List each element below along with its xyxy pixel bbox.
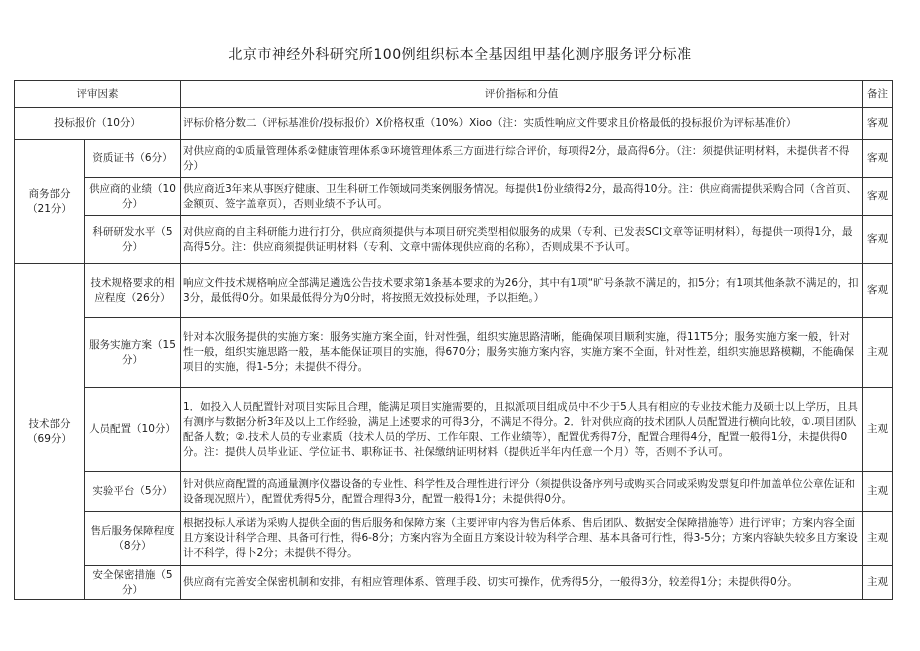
row-label: 售后服务保障程度（8分）: [85, 512, 181, 566]
row-note: 主观: [863, 388, 893, 472]
row-text: 对供应商的①质量管理体系②健康管理体系③环境管理体系三方面进行综合评价，每项得2分，最高得6分。（注：须提供证明材料，未提供者不得分）: [181, 140, 863, 178]
row-label: 技术规格要求的相应程度（26分）: [85, 264, 181, 318]
table-row: [15, 472, 893, 512]
row-text: 针对供应商配置的高通量测序仪器设备的专业性、科学性及合理性进行评分（须提供设备序列号或购买合同或采购发票复印件加盖单位公章佐证和设备现况照片），配置优秀得5分，配置合理得3分，配置一般得1分；未提供得0分。: [181, 472, 863, 512]
row-note: 主观: [863, 566, 893, 600]
header-row: [15, 81, 893, 108]
row-note: 主观: [863, 512, 893, 566]
row-label: 实验平台（5分）: [85, 472, 181, 512]
row-label: 资质证书（6分）: [85, 140, 181, 178]
row-text: 供应商近3年来从事医疗健康、卫生科研工作领域同类案例服务情况。每提供1份业绩得2分，最高得10分。注：供应商需提供采购合同（含首页、金额页、签字盖章页），否则业绩不予认可。: [181, 178, 863, 216]
table-row: [15, 140, 893, 178]
scoring-table: [14, 80, 893, 600]
price-label: 投标报价（10分）: [15, 108, 181, 140]
row-label: 科研研发水平（5分）: [85, 216, 181, 264]
header-criteria: 评价指标和分值: [181, 81, 863, 108]
table-row: [15, 512, 893, 566]
row-text: 根据投标人承诺为采购人提供全面的售后服务和保障方案（主要评审内容为售后体系、售后团队、数据安全保障措施等）进行评审；方案内容全面且方案设计科学合理、具备可行性，得6-8分；方案内容为全面且方案设计较为科学合理、基本具备可行性，得3-5分；方案内容缺失较多且方案设计不科学，得卜2分；未提供不得分。: [181, 512, 863, 566]
table-row: [15, 108, 893, 140]
header-factor: 评审因素: [15, 81, 181, 108]
row-note: 客观: [863, 178, 893, 216]
technical-label: 技术部分（69分）: [15, 264, 85, 600]
row-label: 安全保密措施（5分）: [85, 566, 181, 600]
row-text: 1．如投入人员配置针对项目实际且合理，能满足项目实施需要的，且拟派项目组成员中不少于5人具有相应的专业技术能力及硕士以上学历，且具有测序与数据分析3年及以上工作经验，满足上述要求的可得3分，不满足不得分。2．针对供应商的技术团队人员配置进行横向比较，①.项目团队配备人数；②.技术人员的专业素质（技术人员的学历、工作年限、工作业绩等），配置优秀得7分，配置合理得4分，配置一般得1分，未提供得0分。注：提供人员毕业证、学位证书、职称证书、社保缴纳证明材料（提供近半年内任意一个月）等，否则不予认可。: [181, 388, 863, 472]
row-note: 主观: [863, 472, 893, 512]
price-note: 客观: [863, 108, 893, 140]
row-text: 对供应商的自主科研能力进行打分，供应商须提供与本项目研究类型相似服务的成果（专利、已发表SCI文章等证明材料），每提供一项得1分，最高得5分。注：供应商须提供证明材料（专利、文章中需体现供应商的名称），否则成果不予认可。: [181, 216, 863, 264]
row-text: 响应文件技术规格响应全部满足遴选公告技术要求第1条基本要求的为26分，其中有1项“旷号条款不满足的，扣5分；有1项其他条款不满足的，扣3分，最低得0分。如果最低得分为0分时，将按照无效投标处理，予以拒绝。）: [181, 264, 863, 318]
business-label: 商务部分（21分）: [15, 140, 85, 264]
row-note: 客观: [863, 140, 893, 178]
row-note: 客观: [863, 216, 893, 264]
price-text: 评标价格分数二（评标基准价/投标报价）X价格权重（10%）Xioo（注：实质性响应文件要求且价格最低的投标报价为评标基准价）: [181, 108, 863, 140]
row-label: 人员配置（10分）: [85, 388, 181, 472]
row-label: 供应商的业绩（10分）: [85, 178, 181, 216]
row-note: 主观: [863, 318, 893, 388]
row-note: 客观: [863, 264, 893, 318]
page-title: 北京市神经外科研究所100例组织标本全基因组甲基化测序服务评分标准: [228, 47, 692, 63]
table-row: [15, 318, 893, 388]
table-row: [15, 178, 893, 216]
table-row: [15, 216, 893, 264]
row-text: 针对本次服务提供的实施方案：服务实施方案全面，针对性强，组织实施思路清晰，能确保项目顺利实施，得11T5分；服务实施方案一般，针对性一般，组织实施思路一般，基本能保证项目的实施，得670分；服务实施方案内容，实施方案不全面，针对性差，组织实施思路模糊，不能确保项目的实施，得1-5分；未提供不得分。: [181, 318, 863, 388]
header-note: 备注: [863, 81, 893, 108]
table-row: [15, 388, 893, 472]
table-row: [15, 566, 893, 600]
row-text: 供应商有完善安全保密机制和安排，有相应管理体系、管理手段、切实可操作，优秀得5分，一般得3分，较差得1分；未提供得0分。: [181, 566, 863, 600]
table-row: [15, 264, 893, 318]
row-label: 服务实施方案（15分）: [85, 318, 181, 388]
